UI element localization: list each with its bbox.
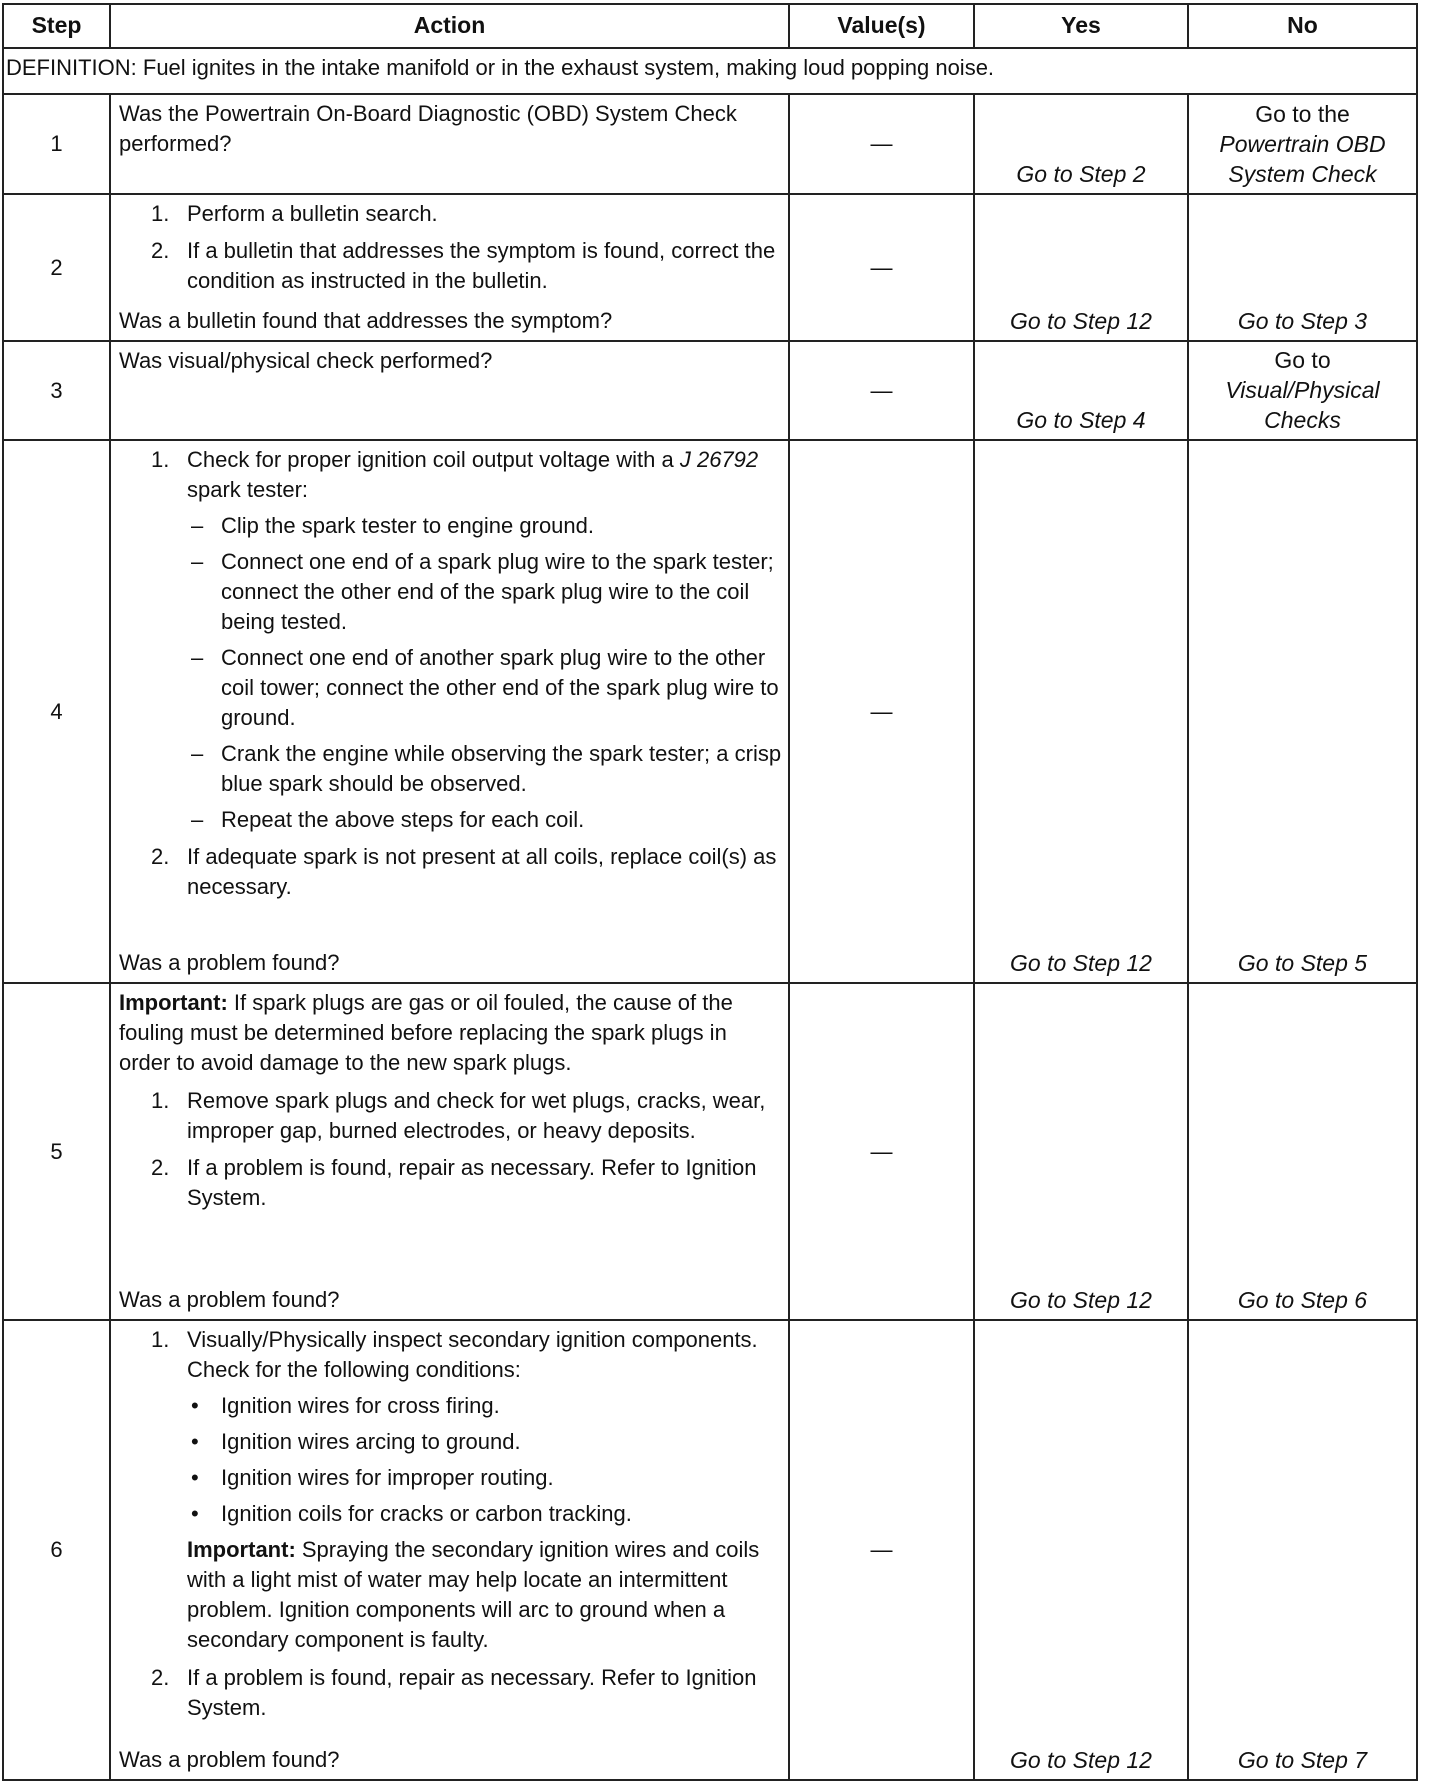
dash-marker: – [191, 807, 204, 832]
action-step-text: If a bulletin that addresses the symptom is found, correct the condition as instructed in the bulletin. [187, 238, 776, 293]
condition-item [191, 1499, 782, 1529]
action-cell [110, 983, 789, 1320]
step-marker: 1. [151, 447, 170, 472]
yes-link[interactable]: Go to Step 12 [1010, 308, 1152, 334]
action-step [151, 1663, 782, 1723]
action-step-text: If a problem is found, repair as necessary. Refer to Ignition System. [187, 1665, 757, 1720]
action-cell [110, 94, 789, 194]
header-values: Value(s) [789, 4, 974, 48]
action-step-text: Perform a bulletin search. [187, 201, 438, 226]
dash-marker: – [191, 741, 204, 766]
yes-link[interactable]: Go to Step 12 [1010, 1287, 1152, 1313]
action-step-text: Remove spark plugs and check for wet plugs, cracks, wear, improper gap, burned electrodes, or heavy deposits. [187, 1088, 766, 1143]
question-text: Was visual/physical check performed? [119, 348, 493, 373]
action-steps [119, 445, 782, 902]
yes-link[interactable]: Go to Step 12 [1010, 950, 1152, 976]
sub-step-text: Connect one end of another spark plug wire to the other coil tower; connect the other end of the spark plug wire to ground. [221, 645, 779, 730]
value-cell: — [789, 341, 974, 440]
action-step-text: spark tester: [187, 477, 309, 502]
value-cell: — [789, 194, 974, 341]
sub-step-text: Connect one end of a spark plug wire to the spark tester; connect the other end of the spark plug wire to the coil being tested. [221, 549, 774, 634]
action-step [151, 1153, 782, 1213]
no-cell [1188, 1320, 1417, 1780]
question-text: Was a problem found? [119, 950, 340, 975]
dash-marker: – [191, 549, 204, 574]
step-number: 1 [3, 94, 110, 194]
step-marker: 2. [151, 238, 170, 263]
no-cell [1188, 341, 1417, 440]
no-cell [1188, 440, 1417, 983]
no-link[interactable]: Go to Step 6 [1237, 1287, 1368, 1313]
value-cell: — [789, 440, 974, 983]
question-text: Was a bulletin found that addresses the symptom? [119, 308, 613, 333]
step-number: 6 [3, 1320, 110, 1780]
diagnostic-table [2, 3, 1418, 1781]
action-step-text: If a problem is found, repair as necessary. Refer to Ignition System. [187, 1155, 757, 1210]
action-step [151, 1325, 782, 1655]
sub-step [191, 805, 782, 835]
step-marker: 2. [151, 844, 170, 869]
table-row [3, 341, 1417, 440]
condition-text: Ignition wires for improper routing. [221, 1465, 554, 1490]
no-link-line2: Checks [1264, 407, 1341, 433]
action-step [151, 236, 782, 296]
sub-steps [187, 511, 782, 835]
bullet-marker: • [191, 1501, 199, 1526]
table-row [3, 194, 1417, 341]
step-number: 3 [3, 341, 110, 440]
action-steps [119, 199, 782, 296]
value-cell: — [789, 1320, 974, 1780]
important-note [187, 1535, 782, 1655]
definition-row [3, 48, 1417, 94]
important-text: Spraying the secondary ignition wires and coils with a light mist of water may help locate an intermittent problem. Ignition components will arc to ground when a secondary component is faulty. [187, 1537, 760, 1652]
tool-number: J 26792 [679, 447, 759, 472]
sub-step-text: Crank the engine while observing the spark tester; a crisp blue spark should be observed. [221, 741, 782, 796]
condition-text: Ignition wires arcing to ground. [221, 1429, 521, 1454]
no-cell [1188, 94, 1417, 194]
action-steps [119, 1086, 782, 1213]
important-label: Important: [119, 990, 228, 1015]
table-row [3, 440, 1417, 983]
table-row [3, 983, 1417, 1320]
step-marker: 2. [151, 1155, 170, 1180]
table-row [3, 94, 1417, 194]
yes-link[interactable]: Go to Step 12 [1010, 1747, 1152, 1773]
no-link[interactable]: Go to Step 7 [1237, 1747, 1368, 1773]
action-step [151, 199, 782, 229]
bullet-marker: • [191, 1393, 199, 1418]
no-link-prefix: Go to [1274, 347, 1331, 373]
action-step-text: Visually/Physically inspect secondary ignition components. Check for the following conditions: [187, 1327, 758, 1382]
action-cell [110, 194, 789, 341]
yes-link[interactable]: Go to Step 2 [1016, 161, 1146, 187]
sub-step [191, 511, 782, 541]
action-step [151, 1086, 782, 1146]
no-cell [1188, 194, 1417, 341]
condition-text: Ignition wires for cross firing. [221, 1393, 500, 1418]
step-number: 4 [3, 440, 110, 983]
step-marker: 1. [151, 1088, 170, 1113]
action-cell [110, 440, 789, 983]
header-yes: Yes [974, 4, 1188, 48]
no-link[interactable] [1189, 99, 1416, 189]
sub-step [191, 643, 782, 733]
yes-cell [974, 341, 1188, 440]
action-step-text: Check for proper ignition coil output voltage with a [187, 447, 674, 472]
no-link-line1: Visual/Physical [1225, 377, 1380, 403]
yes-cell [974, 94, 1188, 194]
no-link-line2: System Check [1228, 161, 1377, 187]
condition-item [191, 1391, 782, 1421]
action-cell [110, 341, 789, 440]
step-number: 2 [3, 194, 110, 341]
no-link[interactable] [1189, 345, 1416, 435]
header-row [3, 4, 1417, 48]
step-marker: 2. [151, 1665, 170, 1690]
yes-cell [974, 194, 1188, 341]
yes-cell [974, 1320, 1188, 1780]
header-action: Action [110, 4, 789, 48]
dash-marker: – [191, 513, 204, 538]
condition-text: Ignition coils for cracks or carbon tracking. [221, 1501, 632, 1526]
sub-step-text: Repeat the above steps for each coil. [221, 807, 585, 832]
action-steps [119, 1325, 782, 1723]
bullet-marker: • [191, 1465, 199, 1490]
question-text: Was a problem found? [119, 1747, 340, 1772]
no-link[interactable]: Go to Step 5 [1237, 950, 1368, 976]
value-cell: — [789, 983, 974, 1320]
action-cell [110, 1320, 789, 1780]
value-cell: — [789, 94, 974, 194]
question-text: Was the Powertrain On-Board Diagnostic (OBD) System Check performed? [119, 101, 737, 156]
header-no: No [1188, 4, 1417, 48]
condition-list [187, 1391, 782, 1529]
no-link-line1: Powertrain OBD [1219, 131, 1386, 157]
definition-text: DEFINITION: Fuel ignites in the intake manifold or in the exhaust system, making loud popping noise. [3, 48, 1417, 94]
no-cell [1188, 983, 1417, 1320]
yes-cell [974, 440, 1188, 983]
step-marker: 1. [151, 1327, 170, 1352]
no-link-prefix: Go to the [1255, 101, 1350, 127]
question-text: Was a problem found? [119, 1287, 340, 1312]
sub-step-text: Clip the spark tester to engine ground. [221, 513, 595, 538]
important-text: If spark plugs are gas or oil fouled, the cause of the fouling must be determined before replacing the spark plugs in order to avoid damage to the new spark plugs. [119, 990, 733, 1075]
condition-item [191, 1463, 782, 1493]
step-number: 5 [3, 983, 110, 1320]
yes-cell [974, 983, 1188, 1320]
action-step-text: If adequate spark is not present at all coils, replace coil(s) as necessary. [187, 844, 777, 899]
yes-link[interactable]: Go to Step 4 [1016, 407, 1146, 433]
action-step [151, 842, 782, 902]
no-link[interactable]: Go to Step 3 [1237, 308, 1368, 334]
step-marker: 1. [151, 201, 170, 226]
important-note [119, 988, 782, 1078]
header-step: Step [3, 4, 110, 48]
condition-item [191, 1427, 782, 1457]
important-label: Important: [187, 1537, 296, 1562]
sub-step [191, 547, 782, 637]
action-step [151, 445, 782, 835]
table-row [3, 1320, 1417, 1780]
dash-marker: – [191, 645, 204, 670]
bullet-marker: • [191, 1429, 199, 1454]
sub-step [191, 739, 782, 799]
